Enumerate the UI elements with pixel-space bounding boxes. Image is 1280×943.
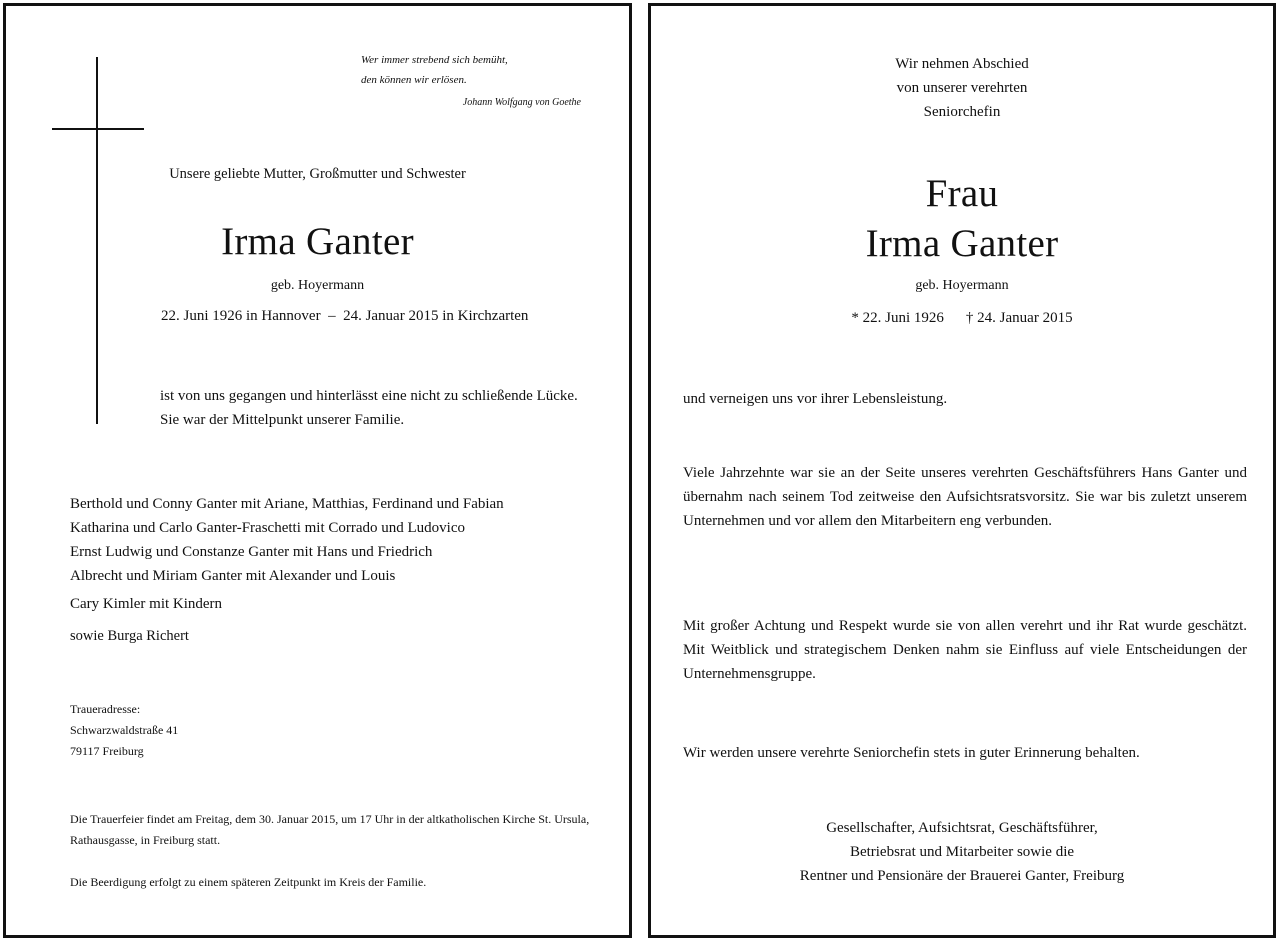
tribute-paragraph: Wir werden unsere verehrte Seniorchefin stets in guter Erinnerung behalten. [683, 745, 1140, 761]
tribute-paragraph: und verneigen uns vor ihrer Lebensleistung. [683, 391, 948, 407]
family-line: Albrecht und Miriam Ganter mit Alexander und Louis [70, 568, 396, 584]
address-city: 79117 Freiburg [70, 744, 144, 758]
birth-name: geb. Hoyermann [270, 278, 365, 293]
family-line: Katharina und Carlo Ganter-Fraschetti mit Corrado und Ludovico [70, 520, 466, 536]
passing-statement: ist von uns gegangen und hinterlässt eine nicht zu schließende Lücke. Sie war der Mittelpunkt unserer Familie. [160, 388, 578, 428]
opening-lines [651, 52, 1273, 124]
company-obituary [648, 3, 1276, 938]
address-street: Schwarzwaldstraße 41 [70, 723, 179, 737]
family-list [70, 492, 610, 588]
quote-line-2: den können wir erlösen. [361, 74, 467, 86]
salutation: Frau [925, 172, 999, 215]
family-line: Ernst Ludwig und Constanze Ganter mit Hans und Friedrich [70, 544, 433, 560]
family-obituary [3, 3, 632, 938]
birth-name: geb. Hoyermann [915, 278, 1009, 293]
cross-icon-bar [52, 128, 144, 130]
deceased-name: Irma Ganter [221, 220, 414, 263]
address-label: Traueradresse: [70, 702, 141, 716]
signatory-line: Gesellschafter, Aufsichtsrat, Geschäftsführer, [826, 820, 1098, 836]
burial-info: Die Beerdigung erfolgt zu einem späteren Zeitpunkt im Kreis der Familie. [70, 875, 427, 889]
life-dates [651, 310, 1273, 327]
quote-author: Johann Wolfgang von Goethe [462, 97, 581, 108]
birth-date: * 22. Juni 1926 [851, 310, 944, 326]
life-dates: 22. Juni 1926 in Hannover – 24. Januar 2015 in Kirchzarten [161, 308, 529, 324]
death-date: † 24. Januar 2015 [965, 310, 1073, 326]
family-burga: sowie Burga Richert [70, 628, 189, 644]
tribute-paragraph: Mit großer Achtung und Respekt wurde sie von allen verehrt und ihr Rat wurde geschätzt. Mit Weitblick und strategischem Denken nahm sie Einfluss auf viele Entscheidungen der Unternehmensgruppe. [683, 618, 1247, 682]
signatory-line: Rentner und Pensionäre der Brauerei Ganter, Freiburg [799, 868, 1125, 884]
opening-line: Seniorchefin [923, 104, 1001, 120]
family-cary: Cary Kimler mit Kindern [70, 596, 223, 612]
deceased-name: Irma Ganter [865, 222, 1059, 265]
tribute-paragraph: Viele Jahrzehnte war sie an der Seite unseres verehrten Geschäftsführers Hans Ganter und übernahm nach seinem Tod zeitweise den Aufsichtsratsvorsitz. Sie war bis zuletzt unserem Unternehmen und vor allem den Mitarbeitern eng verbunden. [683, 465, 1247, 529]
opening-line: von unserer verehrten [896, 80, 1028, 96]
family-line: Berthold und Conny Ganter mit Ariane, Matthias, Ferdinand und Fabian [70, 496, 504, 512]
signatory-line: Betriebsrat und Mitarbeiter sowie die [849, 844, 1075, 860]
signatories [651, 816, 1273, 888]
mourning-address [70, 699, 178, 762]
opening-line: Wir nehmen Abschied [895, 56, 1029, 72]
funeral-service-info: Die Trauerfeier findet am Freitag, dem 30. Januar 2015, um 17 Uhr in der altkatholischen Kirche St. Ursula, Rathausgasse, in Freiburg statt. [70, 812, 590, 847]
goethe-quote [361, 50, 601, 113]
quote-line-1: Wer immer strebend sich bemüht, [361, 54, 508, 66]
intro-line: Unsere geliebte Mutter, Großmutter und Schwester [169, 166, 466, 182]
